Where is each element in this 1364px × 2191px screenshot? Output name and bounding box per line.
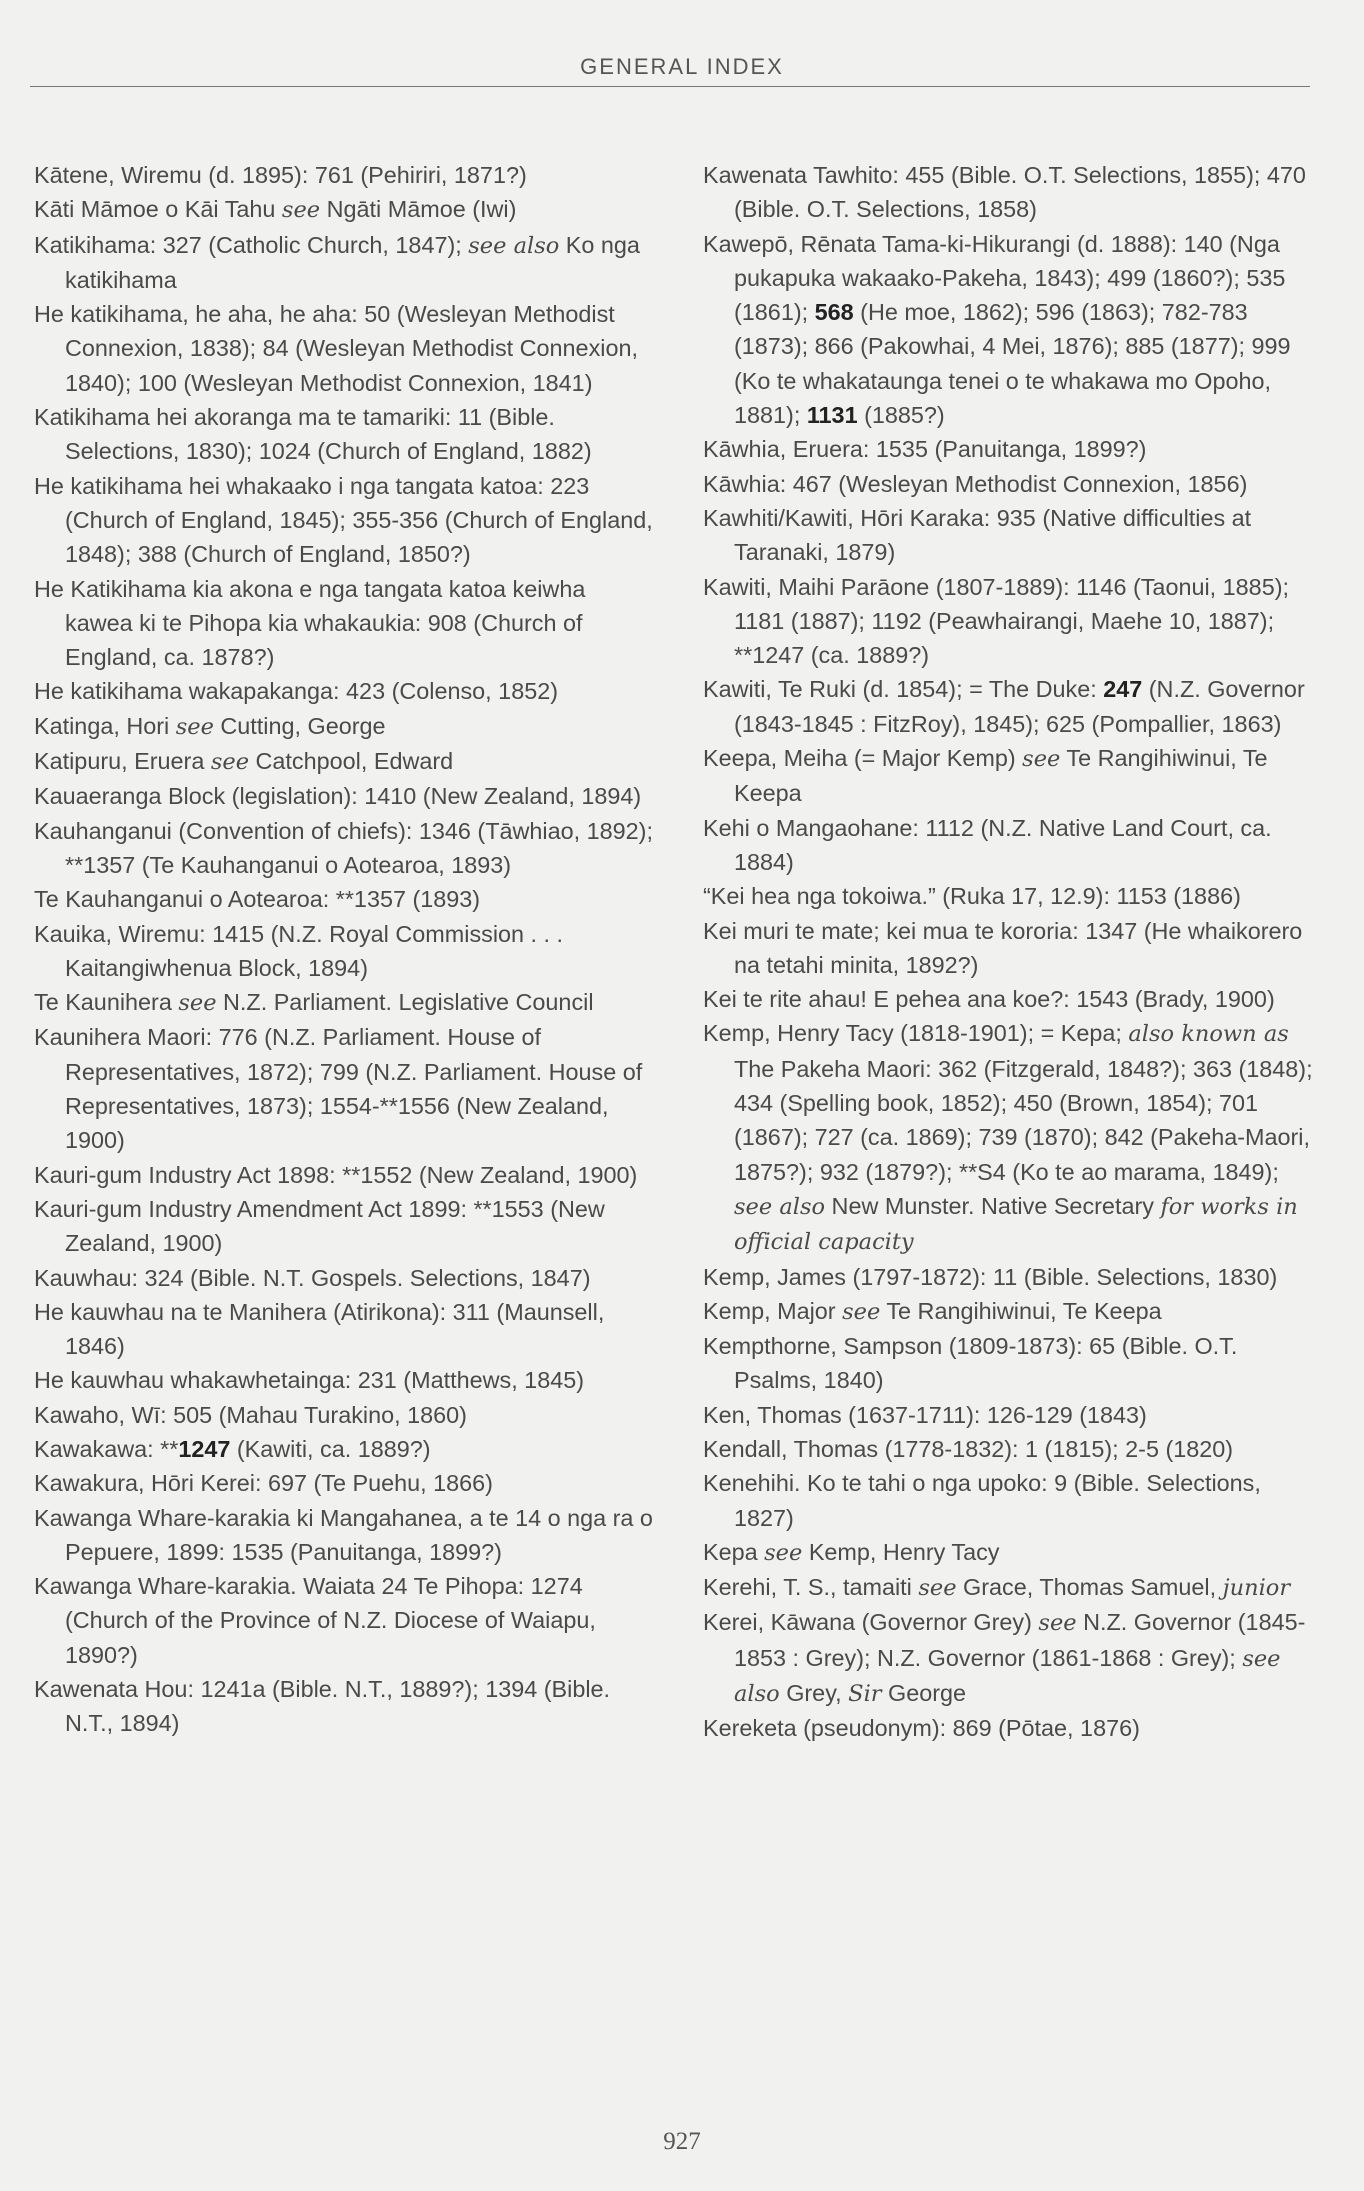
index-text: N.Z. Parliament. Legislative Council [216, 989, 594, 1016]
index-text: (He moe, 1862); 596 (1863); 782-783 (1873); 866 (Pakowhai, 4 Mei, 1876); 885 (1877); 999 (Ko te whakataunga tenei o te whakawa mo Opoho, 1881); [734, 299, 1291, 429]
index-entry [34, 1192, 654, 1261]
index-text: Kawaho, Wī: 505 (Mahau Turakino, 1860) [34, 1401, 467, 1428]
index-column-right [703, 158, 1323, 1746]
index-entry [34, 814, 654, 883]
index-bold-number: 1131 [806, 402, 858, 429]
index-text: Te Kaunihera [34, 989, 179, 1016]
index-column-left [34, 158, 654, 1741]
index-entry [34, 469, 654, 572]
index-text: Katikihama: 327 (Catholic Church, 1847); [34, 231, 469, 258]
index-text: Kawenata Tawhito: 455 (Bible. O.T. Selections, 1855); 470 (Bible. O.T. Selections, 1858) [703, 162, 1306, 223]
index-text: Ko nga katikihama [65, 231, 640, 293]
index-italic-text: also known as [1128, 1021, 1289, 1048]
index-text: He Katikihama kia akona e nga tangata katoa keiwha kawea ki te Pihopa kia whakaukia: 908 (Church of England, ca. 1878?) [34, 575, 586, 671]
index-text: Kawhiti/Kawiti, Hōri Karaka: 935 (Native difficulties at Taranaki, 1879) [703, 504, 1252, 566]
index-italic-text: see also [734, 1193, 826, 1220]
index-text: “Kei hea nga tokoiwa.” (Ruka 17, 12.9): 1153 (1886) [703, 883, 1241, 910]
index-entry [703, 879, 1323, 913]
index-text: Kemp, Major [703, 1297, 843, 1324]
index-text: N.Z. Governor (1845-1853 : Grey); N.Z. Governor (1861-1868 : Grey); [734, 1609, 1306, 1671]
index-entry [34, 1158, 654, 1192]
index-entry [34, 572, 654, 675]
index-text: Ken, Thomas (1637-1711): 126-129 (1843) [703, 1401, 1147, 1428]
index-text: Kawiti, Te Ruki (d. 1854); = The Duke: [703, 676, 1104, 703]
index-text: Kaunihera Maori: 776 (N.Z. Parliament. House of Representatives, 1872); 799 (N.Z. Parliament. House of Representatives, 1873); 1554-**1556 (New Zealand, 1900) [34, 1024, 643, 1154]
index-italic-text: see also [734, 1645, 1281, 1708]
index-text: Te Kauhanganui o Aotearoa: **1357 (1893) [34, 886, 481, 913]
index-entry [703, 914, 1323, 983]
index-italic-text: Sir [848, 1681, 882, 1708]
index-italic-text: see [1038, 1610, 1077, 1637]
index-text: Kāti Māmoe o Kāi Tahu [34, 196, 282, 223]
index-text: Kenehihi. Ko te tahi o nga upoko: 9 (Bible. Selections, 1827) [703, 1470, 1261, 1531]
index-text: He kauwhau na te Manihera (Atirikona): 311 (Maunsell, 1846) [34, 1298, 605, 1360]
index-entry [703, 1535, 1323, 1570]
index-entry [703, 1432, 1323, 1466]
index-entry [34, 1261, 654, 1295]
index-italic-text: for works in official capacity [734, 1193, 1298, 1256]
index-text: Kāwhia: 467 (Wesleyan Methodist Connexion, 1856) [703, 470, 1248, 497]
index-entry [34, 1466, 654, 1500]
index-italic-text: see also [468, 232, 560, 259]
index-entry [703, 1016, 1323, 1259]
index-text: Ngāti Māmoe (Iwi) [320, 196, 517, 223]
index-text: He katikihama hei whakaako i nga tangata katoa: 223 (Church of England, 1845); 355-356 (Church of England, 1848); 388 (Church of England, 1850?) [34, 472, 653, 568]
index-text: Kawanga Whare-karakia ki Mangahanea, a te 14 o nga ra o Pepuere, 1899: 1535 (Panuitanga, 1899?) [34, 1504, 653, 1565]
index-entry [703, 672, 1323, 741]
index-text: Kemp, James (1797-1872): 11 (Bible. Selections, 1830) [703, 1263, 1278, 1290]
index-text: Grace, Thomas Samuel, [956, 1574, 1223, 1601]
index-entry [34, 985, 654, 1020]
index-text: (1885?) [857, 402, 945, 429]
index-entry [34, 917, 654, 986]
index-text: Kawenata Hou: 1241a (Bible. N.T., 1889?); 1394 (Bible. N.T., 1894) [34, 1676, 611, 1737]
index-entry [703, 982, 1323, 1016]
index-entry [34, 1569, 654, 1672]
index-text: Kawakura, Hōri Kerei: 697 (Te Puehu, 1866) [34, 1470, 493, 1497]
index-text: Kepa [703, 1538, 765, 1565]
index-text: Kauri-gum Industry Amendment Act 1899: **1553 (New Zealand, 1900) [34, 1195, 605, 1257]
index-text: Kawiti, Maihi Parāone (1807-1889): 1146 (Taonui, 1885); 1181 (1887); 1192 (Peawhairangi, Maehe 10, 1887); **1247 (ca. 1889?) [703, 573, 1289, 669]
page-number: 927 [663, 2128, 701, 2155]
index-entry [34, 1501, 654, 1570]
index-text: Katinga, Hori [34, 712, 176, 739]
index-entry [34, 1398, 654, 1432]
index-text: Catchpool, Edward [249, 748, 454, 775]
index-italic-text: see [210, 749, 250, 776]
index-text: George [881, 1680, 967, 1707]
index-bold-number: 1247 [178, 1435, 231, 1462]
index-bold-number: 568 [814, 299, 854, 326]
index-italic-text: see [175, 713, 214, 740]
index-text: Kawanga Whare-karakia. Waiata 24 Te Pihopa: 1274 (Church of the Province of N.Z. Diocese of Waiapu, 1890?) [34, 1573, 596, 1668]
index-entry [34, 779, 654, 813]
index-text: Kauika, Wiremu: 1415 (N.Z. Royal Commission . . . Kaitangiwhenua Block, 1894) [34, 920, 564, 981]
index-text: Kehi o Mangaohane: 1112 (N.Z. Native Land Court, ca. 1884) [703, 814, 1272, 875]
index-text: Katipuru, Eruera [34, 748, 211, 775]
index-text: Kerei, Kāwana (Governor Grey) [703, 1609, 1039, 1636]
index-text: Kauri-gum Industry Act 1898: **1552 (New Zealand, 1900) [34, 1161, 638, 1188]
index-italic-text: see [281, 197, 321, 224]
index-text: Keepa, Meiha (= Major Kemp) [703, 745, 1023, 772]
index-text: He katikihama, he aha, he aha: 50 (Wesleyan Methodist Connexion, 1838); 84 (Wesleyan Methodist Connexion, 1840); 100 (Wesleyan Methodist Connexion, 1841) [34, 301, 638, 396]
index-entry [34, 882, 654, 916]
index-entry [703, 1570, 1323, 1605]
index-entry [703, 570, 1323, 673]
index-text: Kauwhau: 324 (Bible. N.T. Gospels. Selections, 1847) [34, 1264, 591, 1291]
index-text: Kemp, Henry Tacy (1818-1901); = Kepa; [703, 1020, 1129, 1047]
header-rule [30, 86, 1310, 87]
index-entry [703, 1398, 1323, 1432]
index-entry [34, 1020, 654, 1157]
index-entry [34, 744, 654, 779]
index-entry [703, 227, 1323, 433]
index-entry [34, 1363, 654, 1397]
index-text: Kawepō, Rēnata Tama-ki-Hikurangi (d. 1888): 140 (Nga pukapuka wakaako-Pakeha, 1843); 499 (1860?); 535 (1861); [703, 230, 1286, 326]
index-entry [34, 1432, 654, 1466]
index-entry [703, 1260, 1323, 1294]
index-italic-text: see [178, 990, 217, 1017]
index-italic-text: see [764, 1539, 803, 1566]
index-entry [34, 674, 654, 708]
index-entry [703, 1466, 1323, 1535]
index-entry [34, 297, 654, 400]
index-text: (N.Z. Governor (1843-1845 : FitzRoy), 1845); 625 (Pompallier, 1863) [734, 676, 1305, 737]
index-entry [34, 192, 654, 227]
index-text: New Munster. Native Secretary [825, 1192, 1161, 1219]
index-entry [703, 1711, 1323, 1745]
index-entry [703, 811, 1323, 880]
index-entry [703, 1329, 1323, 1398]
index-entry [703, 432, 1323, 466]
index-text: The Pakeha Maori: 362 (Fitzgerald, 1848?); 363 (1848); 434 (Spelling book, 1852); 450 (Brown, 1854); 701 (1867); 727 (ca. 1869); 739 (1870); 842 (Pakeha-Maori, 1875?); 932 (1879?); **S4 (Ko te ao marama, 1849); [734, 1055, 1313, 1185]
index-entry [703, 501, 1323, 570]
index-bold-number: 247 [1103, 676, 1143, 703]
index-text: Kauhanganui (Convention of chiefs): 1346 (Tāwhiao, 1892); **1357 (Te Kauhanganui o Aotearoa, 1893) [34, 817, 653, 878]
index-text: Kauaeranga Block (legislation): 1410 (New Zealand, 1894) [34, 783, 642, 810]
index-text: Kāwhia, Eruera: 1535 (Panuitanga, 1899?) [703, 436, 1147, 463]
index-text: He katikihama wakapakanga: 423 (Colenso, 1852) [34, 678, 559, 705]
running-header: GENERAL INDEX [580, 54, 784, 79]
index-italic-text: see [1022, 746, 1061, 773]
index-text: Kawakawa: ** [34, 1435, 179, 1462]
index-text: (Kawiti, ca. 1889?) [230, 1435, 431, 1462]
index-text: Kemp, Henry Tacy [802, 1538, 1000, 1565]
index-text: He kauwhau whakawhetainga: 231 (Matthews, 1845) [34, 1367, 585, 1394]
index-entry [34, 158, 654, 192]
index-text: Te Rangihiwinui, Te Keepa [880, 1297, 1162, 1324]
index-italic-text: junior [1222, 1575, 1291, 1602]
index-text: Kereketa (pseudonym): 869 (Pōtae, 1876) [703, 1715, 1140, 1742]
index-entry [703, 1605, 1323, 1711]
index-text: Kātene, Wiremu (d. 1895): 761 (Pehiriri, 1871?) [34, 162, 527, 188]
index-entry [703, 467, 1323, 501]
index-text: Cutting, George [213, 712, 386, 739]
index-entry [34, 709, 654, 744]
index-italic-text: see [842, 1298, 881, 1325]
index-entry [703, 741, 1323, 811]
index-text: Kerehi, T. S., tamaiti [703, 1574, 919, 1601]
index-text: Te Rangihiwinui, Te Keepa [734, 745, 1268, 807]
index-text: Katikihama hei akoranga ma te tamariki: 11 (Bible. Selections, 1830); 1024 (Church of England, 1882) [34, 404, 592, 465]
index-entry [703, 1294, 1323, 1329]
index-italic-text: see [918, 1575, 957, 1602]
index-entry [34, 1672, 654, 1741]
index-entry [34, 228, 654, 298]
index-text: Kendall, Thomas (1778-1832): 1 (1815); 2-5 (1820) [703, 1435, 1234, 1462]
index-entry [34, 400, 654, 469]
index-text: Kei muri te mate; kei mua te kororia: 1347 (He whaikorero na tetahi minita, 1892?) [703, 917, 1303, 978]
index-entry [34, 1295, 654, 1364]
index-text: Kempthorne, Sampson (1809-1873): 65 (Bible. O.T. Psalms, 1840) [703, 1333, 1238, 1394]
index-text: Kei te rite ahau! E pehea ana koe?: 1543 (Brady, 1900) [703, 986, 1275, 1013]
index-text: Grey, [779, 1680, 849, 1707]
index-entry [703, 158, 1323, 227]
